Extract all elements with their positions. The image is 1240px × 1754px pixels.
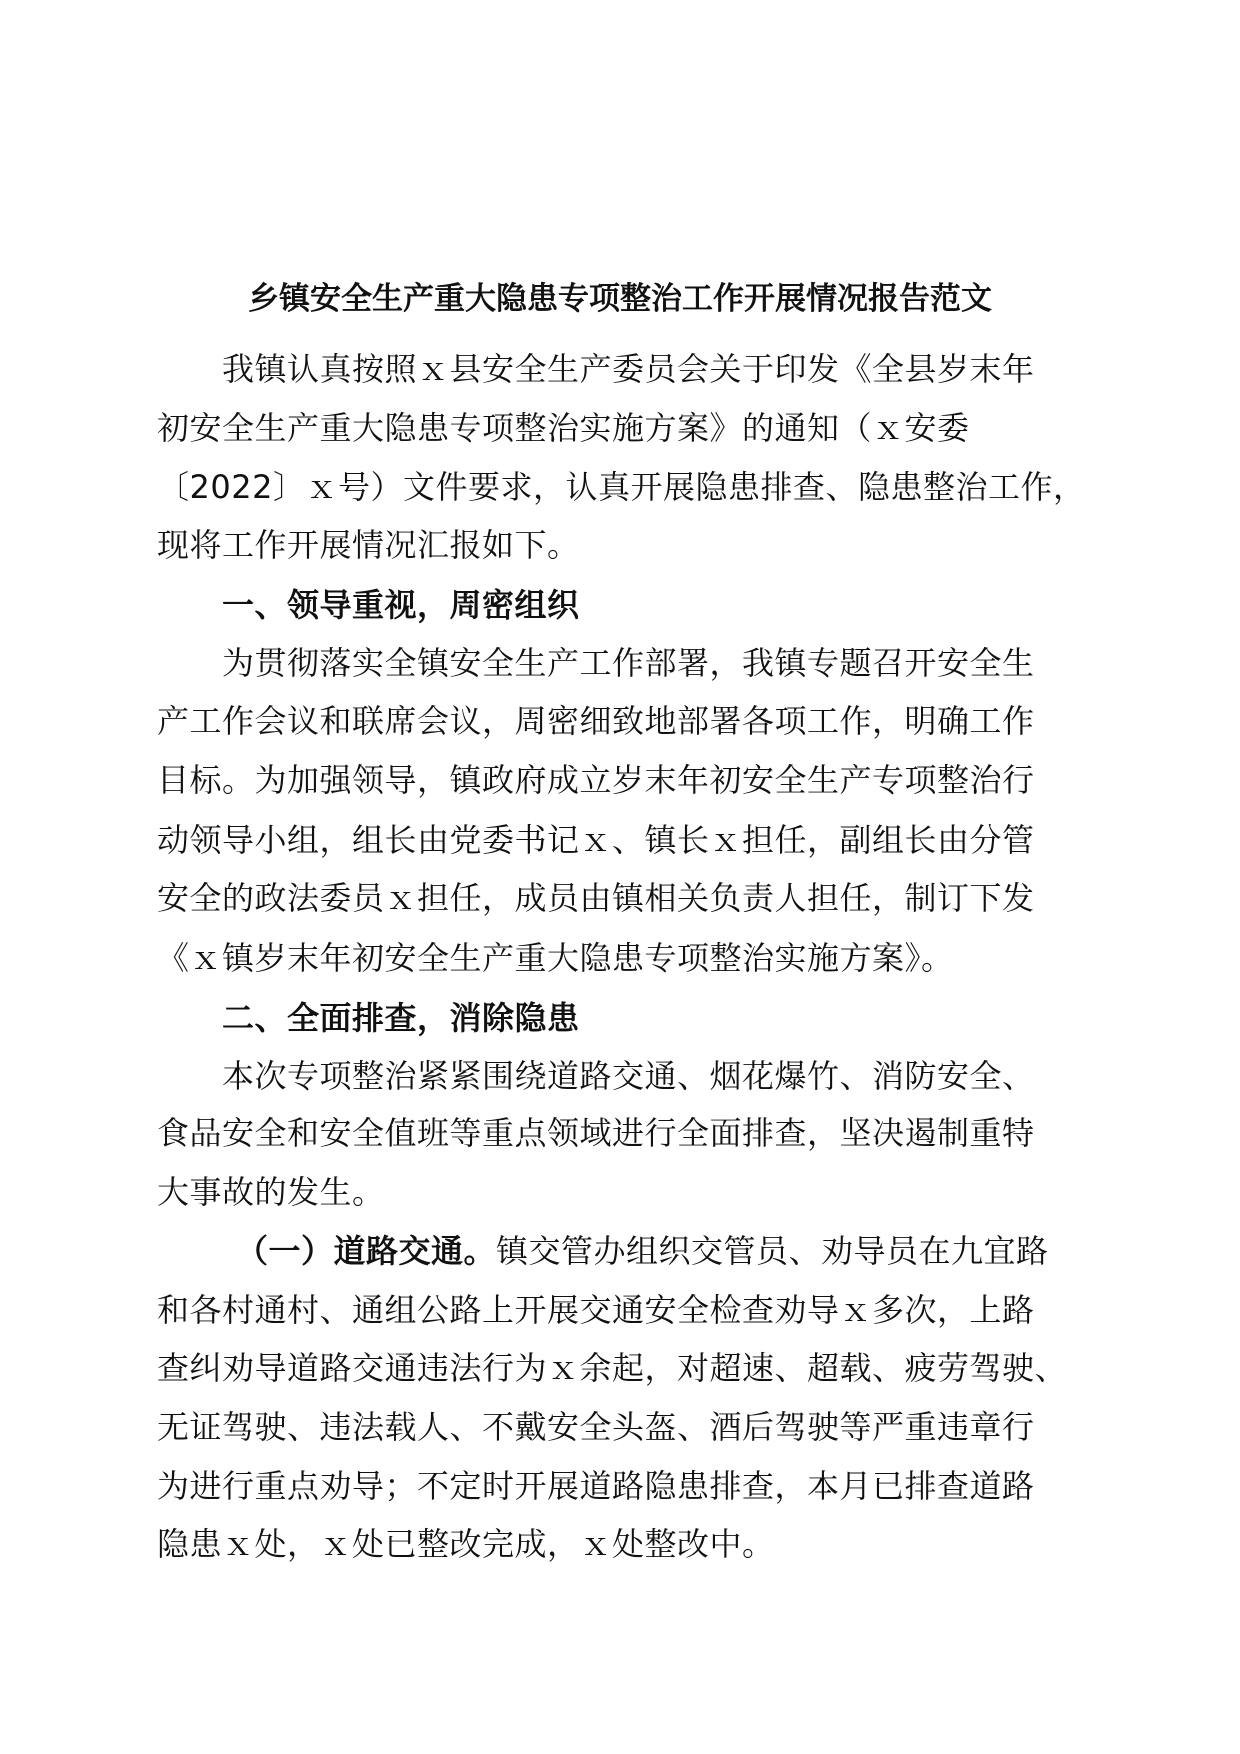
paragraph-line: 为进行重点劝导；不定时开展道路隐患排查，本月已排查道路	[157, 1467, 1035, 1505]
document-title: 乡镇安全生产重大隐患专项整治工作开展情况报告范文	[248, 281, 992, 317]
section-heading: 二、全面排查，消除隐患	[222, 999, 580, 1037]
paragraph-line: 动领导小组，组长由党委书记ｘ、镇长ｘ担任，副组长由分管	[157, 821, 1035, 859]
paragraph-line: 目标。为加强领导，镇政府成立岁末年初安全生产专项整治行	[157, 761, 1035, 799]
paragraph-line: 本次专项整治紧紧围绕道路交通、烟花爆竹、消防安全、	[222, 1057, 1035, 1095]
paragraph-line: 产工作会议和联席会议，周密细致地部署各项工作，明确工作	[157, 702, 1035, 740]
paragraph-line: 隐患ｘ处，ｘ处已整改完成，ｘ处整改中。	[157, 1525, 775, 1563]
subsection-label: （一）道路交通。	[236, 1232, 497, 1270]
paragraph-line: 食品安全和安全值班等重点领域进行全面排查，坚决遏制重特	[157, 1114, 1035, 1152]
intro-line: 现将工作开展情况汇报如下。	[157, 526, 580, 564]
paragraph-line: 和各村通村、通组公路上开展交通安全检查劝导ｘ多次，上路	[157, 1291, 1035, 1329]
intro-line: 〔2022〕ｘ号）文件要求，认真开展隐患排查、隐患整治工作，	[157, 468, 1086, 506]
intro-line: 我镇认真按照ｘ县安全生产委员会关于印发《全县岁末年	[222, 350, 1035, 388]
intro-line: 初安全生产重大隐患专项整治实施方案》的通知（ｘ安委	[157, 409, 970, 447]
section-heading: 一、领导重视，周密组织	[222, 586, 580, 624]
paragraph-line: 无证驾驶、违法载人、不戴安全头盔、酒后驾驶等严重违章行	[157, 1408, 1035, 1446]
paragraph-line: 安全的政法委员ｘ担任，成员由镇相关负责人担任，制订下发	[157, 879, 1035, 917]
paragraph-line: 大事故的发生。	[157, 1173, 385, 1211]
paragraph-line: 查纠劝导道路交通违法行为ｘ余起，对超速、超载、疲劳驾驶、	[157, 1349, 1068, 1387]
paragraph-text: 镇交管办组织交管员、劝导员在九宜路	[496, 1232, 1049, 1270]
paragraph-line: 为贯彻落实全镇安全生产工作部署，我镇专题召开安全生	[222, 644, 1035, 682]
paragraph-line: 《ｘ镇岁末年初安全生产重大隐患专项整治实施方案》。	[157, 939, 954, 977]
subsection-first-line	[236, 1231, 1049, 1271]
